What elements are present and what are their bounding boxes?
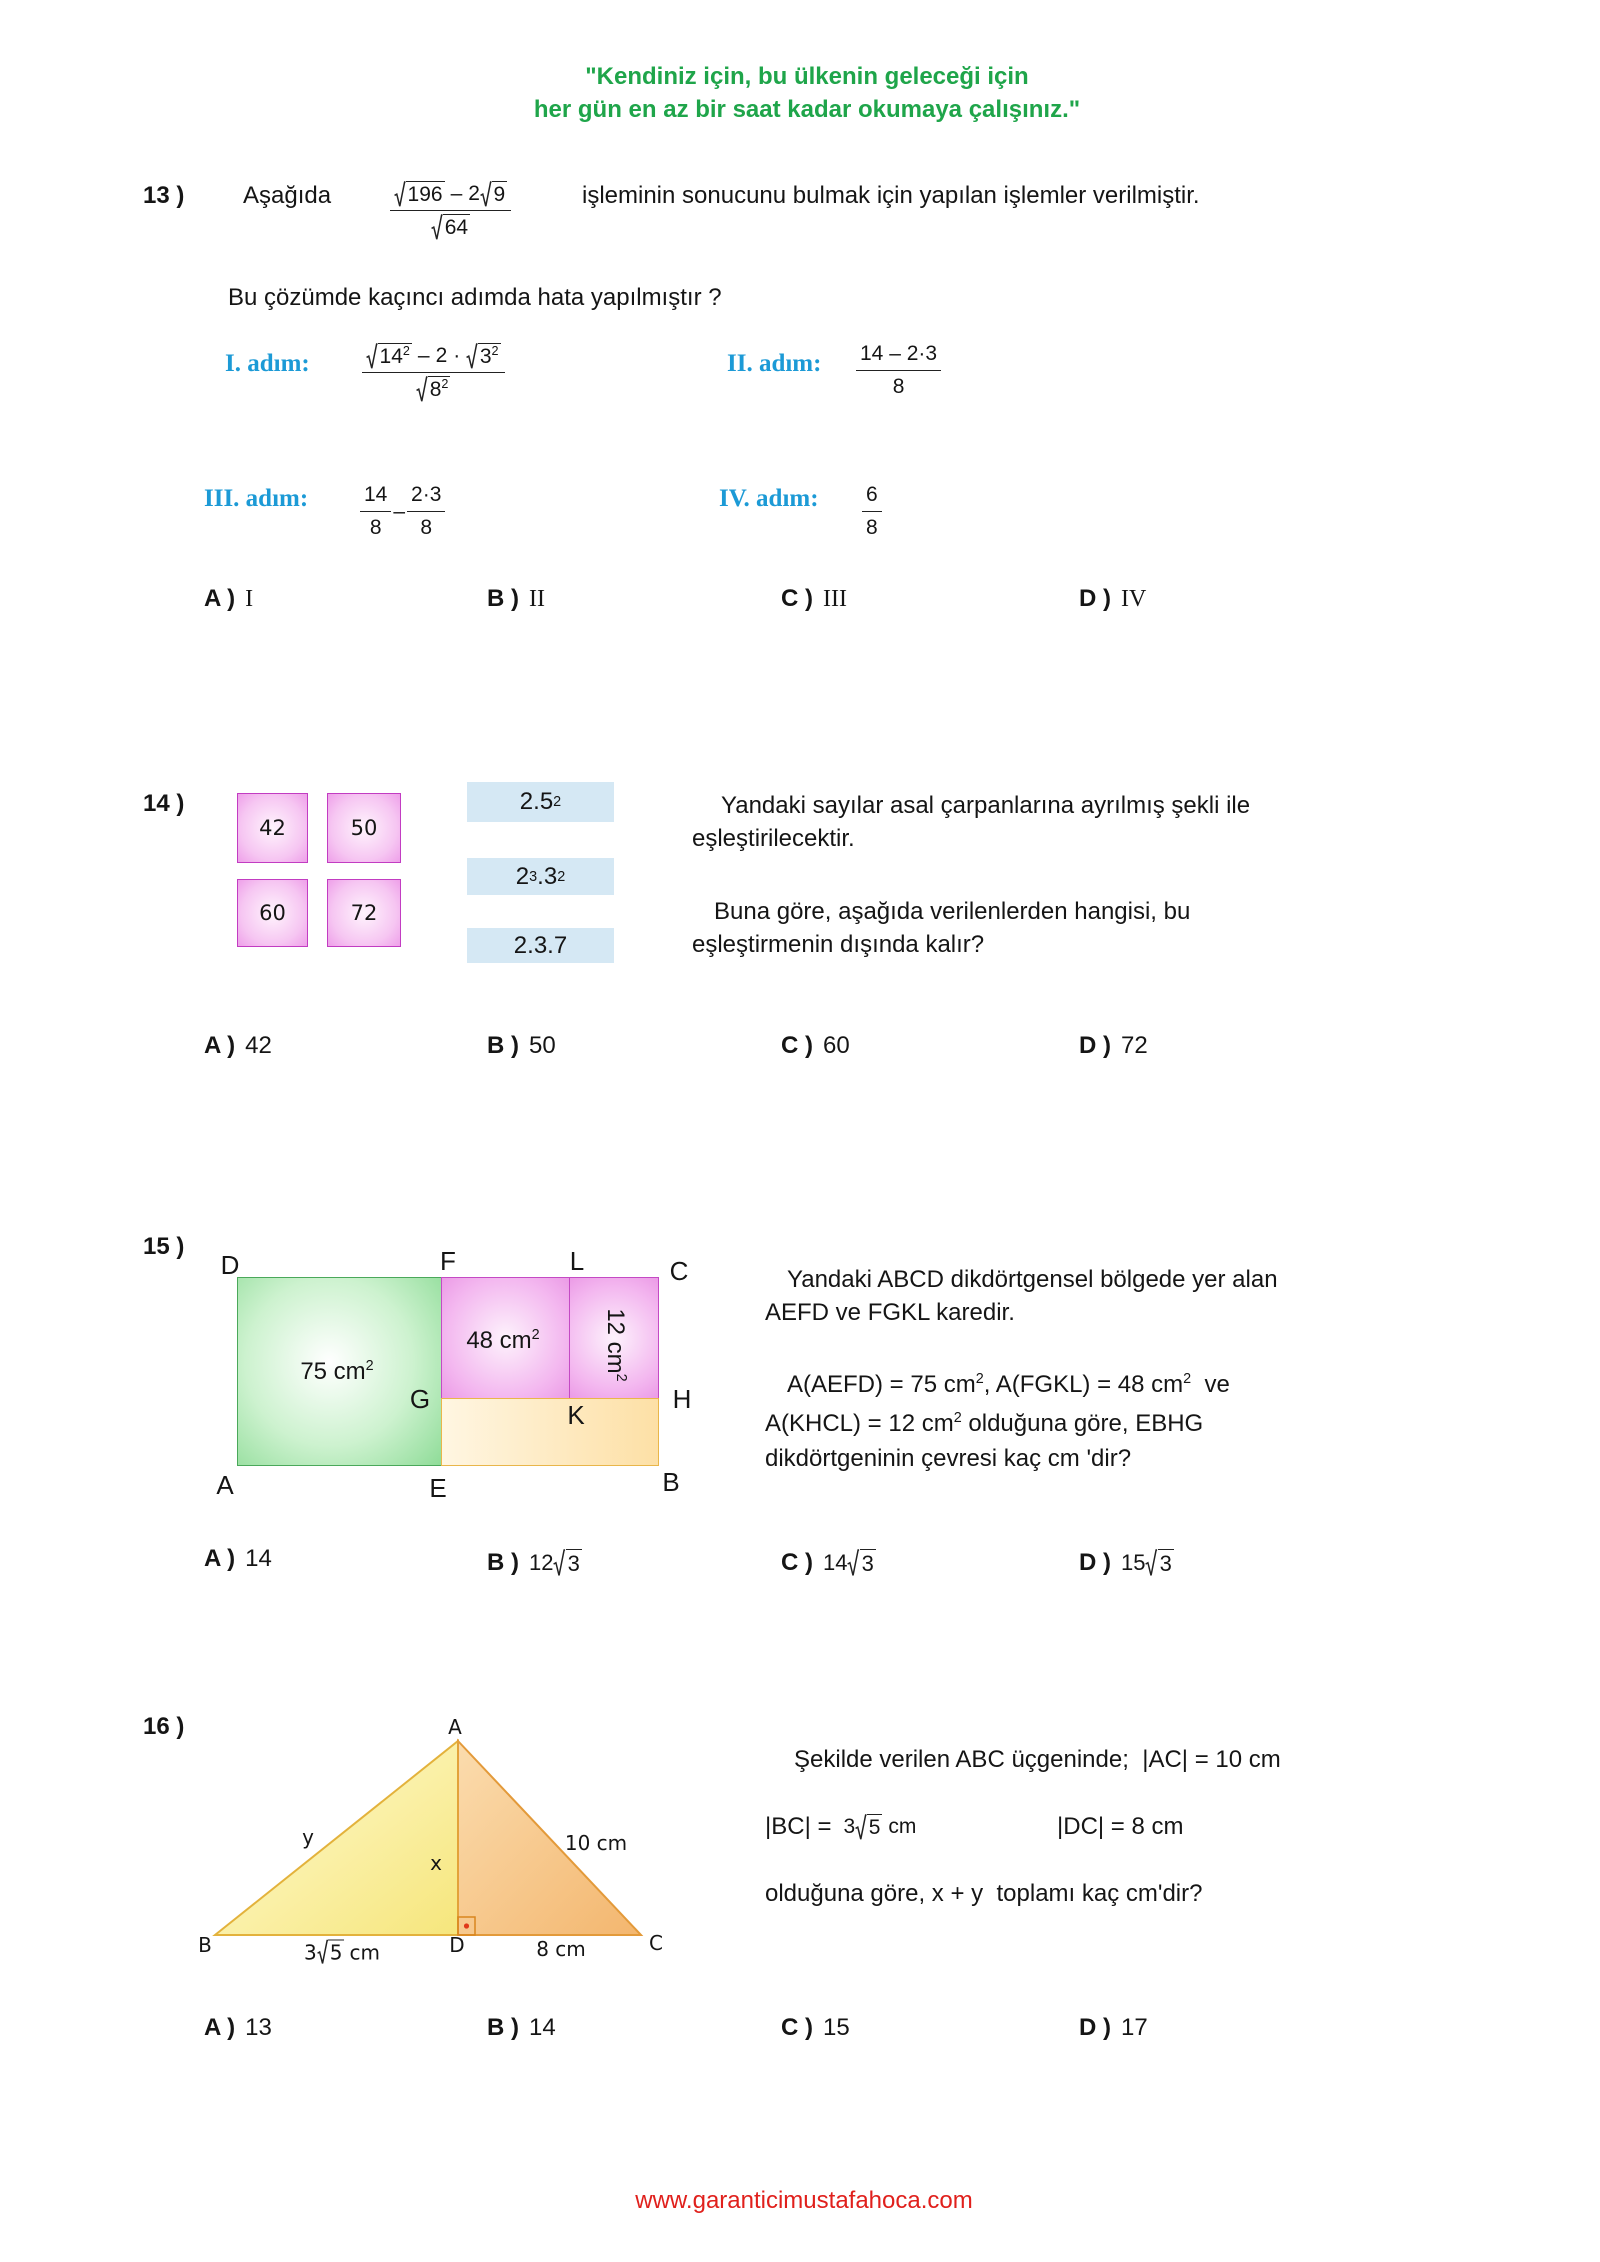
radical-sign — [480, 181, 492, 207]
multiplication-dot: · — [453, 344, 461, 367]
step-1-numerator — [362, 340, 505, 373]
question-text-line: eşleştirmenin dışında kalır? — [692, 931, 985, 958]
question-text-line: dikdörtgeninin çevresi kaç cm 'dir? — [765, 1445, 1132, 1472]
step-2-expression — [856, 338, 941, 403]
option-b — [487, 1545, 582, 1577]
question-text-line: olduğuna göre, x + y toplamı kaç cm'dir? — [765, 1880, 1203, 1907]
step-2-numerator: 14 – 2·3 — [856, 338, 941, 371]
step-1-label: I. adım: — [225, 350, 310, 377]
radicand: 3 — [1159, 1551, 1172, 1577]
vertex-label-g: G — [409, 1384, 431, 1414]
option-label: B ) — [487, 2014, 519, 2041]
exponent: 2 — [975, 1371, 984, 1387]
coefficient: 15 — [1121, 1550, 1146, 1575]
exponent: 2 — [441, 376, 449, 391]
option-value: II — [529, 586, 545, 612]
step-3-fraction-1 — [360, 479, 391, 544]
minus-sign: – — [450, 182, 463, 205]
exponent: 2 — [953, 1410, 962, 1426]
radical — [416, 376, 450, 402]
coefficient: 3 — [304, 1940, 317, 1964]
radicand: 196 — [407, 182, 443, 206]
vertex-label-f: F — [440, 1246, 456, 1276]
step-3-expression — [360, 479, 445, 544]
option-a — [204, 585, 253, 613]
base: 14 — [379, 344, 403, 368]
option-value — [823, 1549, 876, 1577]
radical-sign — [553, 1549, 565, 1577]
radical-sign — [366, 343, 378, 369]
question-number: 14 ) — [143, 790, 185, 817]
option-label: B ) — [487, 1549, 519, 1576]
radical-sign — [394, 181, 406, 207]
step-1-expression — [362, 340, 505, 405]
question-text-line: Buna göre, aşağıda verilenlerden hangisi, bu — [714, 898, 1191, 925]
option-b — [487, 1032, 556, 1060]
question-number: 16 ) — [143, 1713, 185, 1740]
option-label: D ) — [1079, 585, 1111, 612]
radical-sign — [855, 1814, 867, 1840]
option-value: 15 — [823, 2014, 850, 2041]
option-value: 13 — [245, 2014, 272, 2041]
step-4-expression — [862, 479, 882, 544]
radicand — [478, 343, 501, 369]
question-15 — [0, 1225, 1600, 1580]
option-a — [204, 2014, 272, 2042]
question-text-line — [787, 1371, 1230, 1399]
vertex-label-e: E — [429, 1473, 447, 1503]
base: 8 — [429, 377, 442, 401]
fraction-denominator: 8 — [866, 516, 878, 539]
option-label: B ) — [487, 585, 519, 612]
option-value: III — [823, 586, 847, 612]
option-label: D ) — [1079, 2014, 1111, 2041]
expression-denominator — [427, 211, 474, 243]
option-label: A ) — [204, 585, 236, 612]
coefficient: 2 — [468, 182, 480, 205]
question-13 — [0, 170, 1600, 620]
exponent: 2 — [1183, 1371, 1192, 1387]
radical-sign — [847, 1549, 859, 1577]
question-text-line — [765, 1410, 1203, 1438]
question-text-line: AEFD ve FGKL karedir. — [765, 1299, 1015, 1326]
radicand: 64 — [444, 215, 469, 239]
option-value: 14 — [245, 1545, 272, 1572]
text-segment: olduğuna göre, EBHG — [961, 1410, 1204, 1437]
exponent: 2 — [402, 343, 410, 358]
coefficient: 2 — [435, 344, 448, 367]
text-segment: |BC| = — [765, 1813, 832, 1840]
q13-expression — [390, 178, 511, 243]
step-2-denominator: 8 — [892, 375, 905, 398]
radicand: 3 — [861, 1551, 874, 1577]
vertex-label-a: A — [216, 1470, 234, 1500]
option-label: D ) — [1079, 1032, 1111, 1059]
factor-base: 2.5 — [519, 788, 554, 815]
area-label-aefd — [300, 1357, 373, 1387]
text-segment: , A(FGKL) = 48 cm — [983, 1371, 1184, 1398]
option-value: 72 — [1121, 1032, 1148, 1059]
radical — [855, 1814, 882, 1840]
radical-sign — [431, 214, 443, 240]
option-label: C ) — [781, 2014, 813, 2041]
bc-value — [844, 1813, 917, 1841]
side-label-dc: 8 cm — [536, 1937, 586, 1961]
vertex-label-b: B — [198, 1933, 212, 1957]
option-label: A ) — [204, 2014, 236, 2041]
number-box-60: 60 — [237, 879, 308, 947]
given-bc — [765, 1813, 916, 1841]
fraction-denominator: 8 — [369, 516, 382, 539]
exponent: 2 — [365, 1358, 374, 1374]
text-segment: A(KHCL) = 12 cm — [765, 1410, 954, 1437]
footer-website: www.garanticimustafahoca.com — [635, 2187, 973, 2214]
question-text-line: Yandaki sayılar asal çarpanlarına ayrılmış şekli ile — [721, 792, 1251, 819]
reading-quote — [300, 62, 1314, 125]
radical — [1145, 1549, 1173, 1577]
step-3-label: III. adım: — [204, 485, 309, 512]
radical-sign — [416, 376, 428, 402]
text-segment: ve — [1191, 1371, 1230, 1398]
option-d — [1079, 1545, 1174, 1577]
reading-quote-line-1: "Kendiniz için, bu ülkenin geleceği için — [585, 63, 1029, 90]
text-segment: A(AEFD) = 75 cm — [787, 1371, 976, 1398]
side-label-ab: y — [302, 1825, 314, 1849]
exponent: 2 — [491, 343, 499, 358]
option-value: 17 — [1121, 2014, 1148, 2041]
option-b — [487, 2014, 556, 2042]
exponent: 2 — [531, 1327, 540, 1343]
option-d — [1079, 585, 1146, 613]
exponent: 2 — [613, 1373, 629, 1382]
option-c — [781, 1545, 876, 1577]
vertex-label-k: K — [567, 1400, 585, 1430]
option-label: D ) — [1079, 1549, 1111, 1576]
right-angle-dot — [464, 1923, 469, 1928]
radical — [480, 181, 507, 207]
unit: cm — [888, 1815, 917, 1838]
option-a — [204, 1545, 272, 1573]
fraction-denominator: 8 — [420, 516, 433, 539]
question-text-line: eşleştirilecektir. — [692, 825, 855, 852]
radicand: 5 — [329, 1940, 343, 1965]
option-label: A ) — [204, 1545, 236, 1572]
number-box-50: 50 — [327, 793, 401, 863]
factorization-card-1: 2.5 2 — [467, 782, 614, 822]
triangle-abd — [215, 1741, 458, 1935]
option-d — [1079, 2014, 1148, 2042]
vertex-label-d: D — [449, 1933, 465, 1957]
option-value: 42 — [245, 1032, 272, 1059]
fraction-numerator: 14 — [360, 479, 391, 512]
radical — [466, 343, 500, 369]
option-value — [529, 1549, 582, 1577]
area-label-fgkl — [466, 1326, 539, 1356]
radicand: 9 — [493, 182, 506, 206]
step-3-fraction-2 — [407, 479, 445, 544]
radical — [394, 181, 445, 207]
option-a — [204, 1032, 272, 1060]
option-value: 60 — [823, 1032, 850, 1059]
question-number: 13 ) — [143, 182, 185, 209]
vertex-label-c: C — [649, 1931, 663, 1955]
radical — [317, 1940, 345, 1965]
option-label: B ) — [487, 1032, 519, 1059]
step-1-denominator — [412, 373, 454, 405]
fraction-numerator: 6 — [862, 479, 882, 512]
option-value — [1121, 1549, 1174, 1577]
option-label: C ) — [781, 585, 813, 612]
option-value: 50 — [529, 1032, 556, 1059]
area-label-khcl — [600, 1308, 630, 1381]
question-16 — [0, 1705, 1600, 2045]
given-dc: |DC| = 8 cm — [1057, 1813, 1184, 1840]
minus-sign: – — [393, 499, 406, 523]
vertex-label-a: A — [448, 1715, 462, 1739]
vertex-label-c: C — [669, 1256, 689, 1286]
radical — [847, 1549, 875, 1577]
option-value: IV — [1121, 586, 1147, 612]
area-value: 12 cm — [602, 1308, 629, 1374]
radicand: 5 — [868, 1815, 881, 1839]
factor-base: .3 — [537, 862, 558, 890]
question-statement: işleminin sonucunu bulmak için yapılan işlemler verilmiştir. — [582, 182, 1200, 209]
coefficient: 14 — [823, 1550, 848, 1575]
radicand: 3 — [567, 1551, 580, 1577]
area-value: 75 cm — [300, 1358, 366, 1385]
question-14 — [0, 770, 1600, 1070]
radical-sign — [317, 1940, 328, 1965]
radical — [431, 214, 470, 240]
vertex-label-h: H — [672, 1384, 692, 1414]
option-value: 14 — [529, 2014, 556, 2041]
option-label: C ) — [781, 1549, 813, 1576]
area-value: 48 cm — [466, 1327, 532, 1354]
coefficient: 12 — [529, 1550, 554, 1575]
expression-numerator — [390, 178, 511, 211]
radical — [366, 343, 412, 369]
option-value: I — [245, 586, 254, 612]
option-c — [781, 2014, 850, 2042]
question-prompt: Bu çözümde kaçıncı adımda hata yapılmıştır ? — [228, 284, 722, 311]
factorization-card-2: 2 3 .3 2 — [467, 858, 614, 895]
vertex-label-l: L — [569, 1246, 585, 1276]
question-number: 15 ) — [143, 1233, 185, 1260]
side-label-bd — [304, 1940, 380, 1965]
radical-sign — [466, 343, 478, 369]
step-4-label: IV. adım: — [719, 485, 819, 512]
number-box-72: 72 — [327, 879, 401, 947]
question-intro: Aşağıda — [243, 182, 332, 209]
number-box-42: 42 — [237, 793, 308, 863]
radical-sign — [1145, 1549, 1157, 1577]
side-label-ad: x — [430, 1851, 442, 1875]
minus-sign: – — [417, 344, 430, 367]
step-2-label: II. adım: — [727, 350, 822, 377]
option-label: A ) — [204, 1032, 236, 1059]
fraction-numerator: 2·3 — [407, 479, 445, 512]
side-label-ac: 10 cm — [564, 1831, 628, 1855]
reading-quote-line-2: her gün en az bir saat kadar okumaya çalışınız." — [533, 96, 1081, 123]
option-d — [1079, 1032, 1148, 1060]
factor-base: 2 — [515, 862, 530, 890]
vertex-label-d: D — [220, 1250, 240, 1280]
question-text-line: Yandaki ABCD dikdörtgensel bölgede yer alan — [787, 1266, 1278, 1293]
option-c — [781, 585, 847, 613]
option-label: C ) — [781, 1032, 813, 1059]
vertex-label-b: B — [662, 1467, 680, 1497]
base: 3 — [479, 344, 492, 368]
question-text-line: Şekilde verilen ABC üçgeninde; |AC| = 10 cm — [794, 1746, 1281, 1773]
radical — [553, 1549, 581, 1577]
option-b — [487, 585, 545, 613]
rectangle-ebhg — [441, 1398, 659, 1466]
factorization-card-3: 2.3.7 — [467, 928, 614, 963]
unit: cm — [349, 1940, 380, 1964]
option-c — [781, 1032, 850, 1060]
radicand — [428, 376, 451, 402]
coefficient: 3 — [843, 1815, 856, 1838]
radicand — [378, 343, 412, 369]
